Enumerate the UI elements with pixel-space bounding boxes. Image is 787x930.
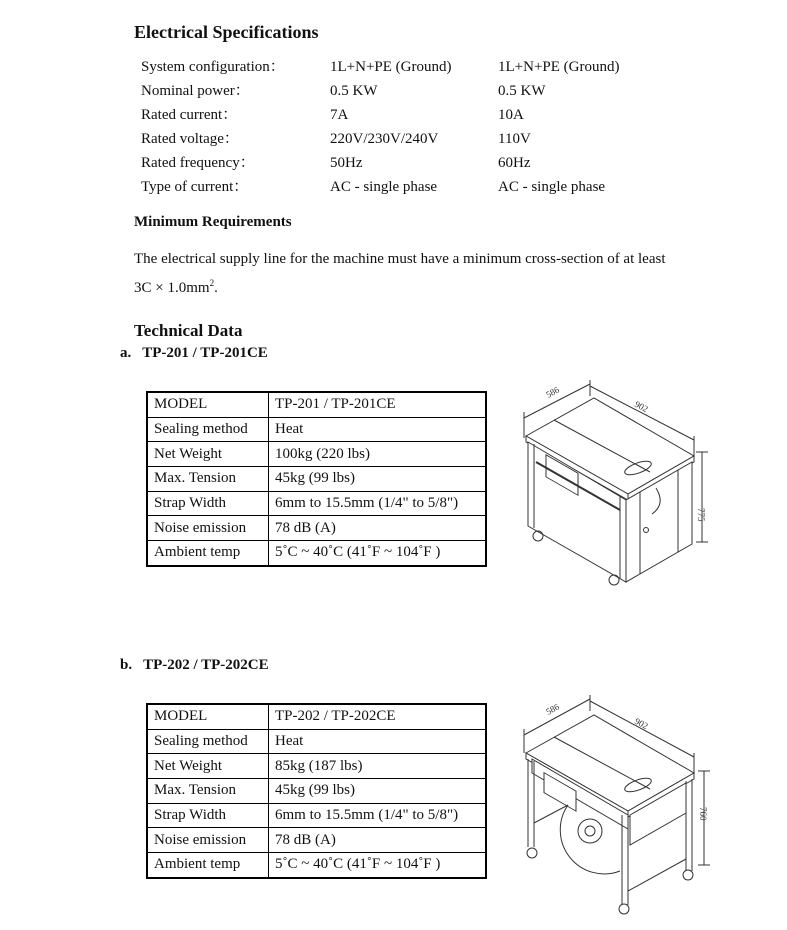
height-dimension: 760 xyxy=(698,807,708,821)
table-row: Max. Tension 45kg (99 lbs) xyxy=(147,467,486,492)
table-row: Net Weight 100kg (220 lbs) xyxy=(147,442,486,467)
width-dimension: 902 xyxy=(633,715,650,732)
table-row: Ambient temp 5˚C ~ 40˚C (41˚F ~ 104˚F ) xyxy=(147,541,486,566)
table-row: Strap Width 6mm to 15.5mm (1/4" to 5/8") xyxy=(147,803,486,828)
table-row: Sealing method Heat xyxy=(147,729,486,754)
table-row: Noise emission 78 dB (A) xyxy=(147,828,486,853)
model-b-heading: b. TP-202 / TP-202CE xyxy=(120,657,269,673)
table-row: Strap Width 6mm to 15.5mm (1/4" to 5/8") xyxy=(147,491,486,516)
spec-row: Rated voltage： 220V/230V/240V 110V xyxy=(141,131,531,147)
table-row: Ambient temp 5˚C ~ 40˚C (41˚F ~ 104˚F ) xyxy=(147,853,486,878)
model-a-heading: a. TP-201 / TP-201CE xyxy=(120,345,268,361)
technical-data-title: Technical Data xyxy=(134,321,243,340)
table-row: MODEL TP-202 / TP-202CE xyxy=(147,704,486,729)
model-b-machine-drawing xyxy=(510,695,730,920)
table-row: MODEL TP-201 / TP-201CE xyxy=(147,392,486,417)
minimum-requirements-text: The electrical supply line for the machine must have a minimum cross-section of at least $3C \times 1.0mm^2$. xyxy=(134,251,666,296)
electrical-specs-title: Electrical Specifications xyxy=(134,22,319,42)
height-dimension: 775 xyxy=(696,508,706,522)
spec-row: Rated frequency： 50Hz 60Hz xyxy=(141,155,531,171)
spec-row: System configuration： 1L+N+PE (Ground) 1L+N+PE (Ground) xyxy=(141,59,620,75)
depth-dimension: 586 xyxy=(544,384,561,400)
table-row: Net Weight 85kg (187 lbs) xyxy=(147,754,486,779)
spec-row: Type of current： AC - single phase AC - single phase xyxy=(141,179,606,195)
model-b-spec-table xyxy=(146,703,487,879)
model-a-machine-drawing xyxy=(510,380,730,590)
width-dimension: 902 xyxy=(633,398,650,415)
electrical-specs-list xyxy=(141,55,620,199)
spec-row: Rated current： 7A 10A xyxy=(141,107,524,123)
table-row: Sealing method Heat xyxy=(147,417,486,442)
model-a-spec-table xyxy=(146,391,487,567)
depth-dimension: 586 xyxy=(544,701,561,717)
table-row: Noise emission 78 dB (A) xyxy=(147,516,486,541)
spec-row: Nominal power： 0.5 KW 0.5 KW xyxy=(141,83,546,99)
table-row: Max. Tension 45kg (99 lbs) xyxy=(147,779,486,804)
minimum-requirements-title: Minimum Requirements xyxy=(134,214,292,230)
